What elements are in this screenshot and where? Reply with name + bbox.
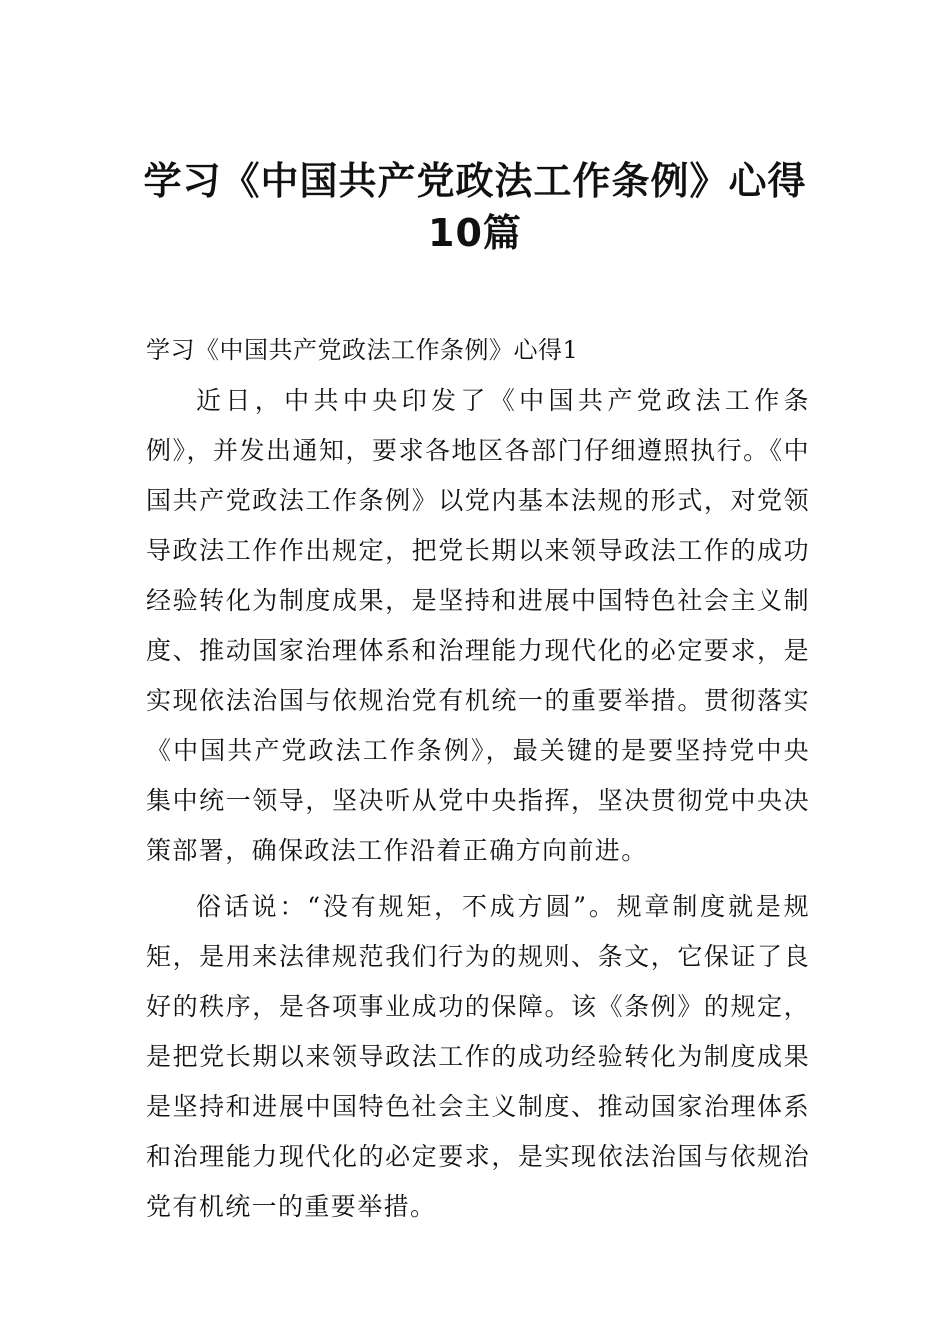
document-title: 学习《中国共产党政法工作条例》心得10篇 bbox=[143, 159, 807, 255]
paragraph-1: 近日，中共中央印发了《中国共产党政法工作条例》，并发出通知，要求各地区各部门仔细遵照执行。《中国共产党政法工作条例》以党内基本法规的形式，对党领导政法工作作出规定，把党长期以来领导政法工作的成功经验转化为制度成果，是坚持和进展中国特色社会主义制度、推动国家治理体系和治理能力现代化的必定要求，是实现依法治国与依规治党有机统一的重要举措。贯彻落实《中国共产党政法工作条例》，最关键的是要坚持党中央集中统一领导，坚决听从党中央指挥，坚决贯彻党中央决策部署，确保政法工作沿着正确方向前进。 bbox=[146, 386, 810, 865]
paragraph-2: 俗话说：“没有规矩，不成方圆”。规章制度就是规矩，是用来法律规范我们行为的规则、条文，它保证了良好的秩序，是各项事业成功的保障。该《条例》的规定，是把党长期以来领导政法工作的成功经验转化为制度成果是坚持和进展中国特色社会主义制度、推动国家治理体系和治理能力现代化的必定要求，是实现依法治国与依规治党有机统一的重要举措。 bbox=[146, 892, 810, 1221]
section-heading: 学习《中国共产党政法工作条例》心得1 bbox=[146, 336, 579, 364]
document-body bbox=[146, 330, 810, 1232]
